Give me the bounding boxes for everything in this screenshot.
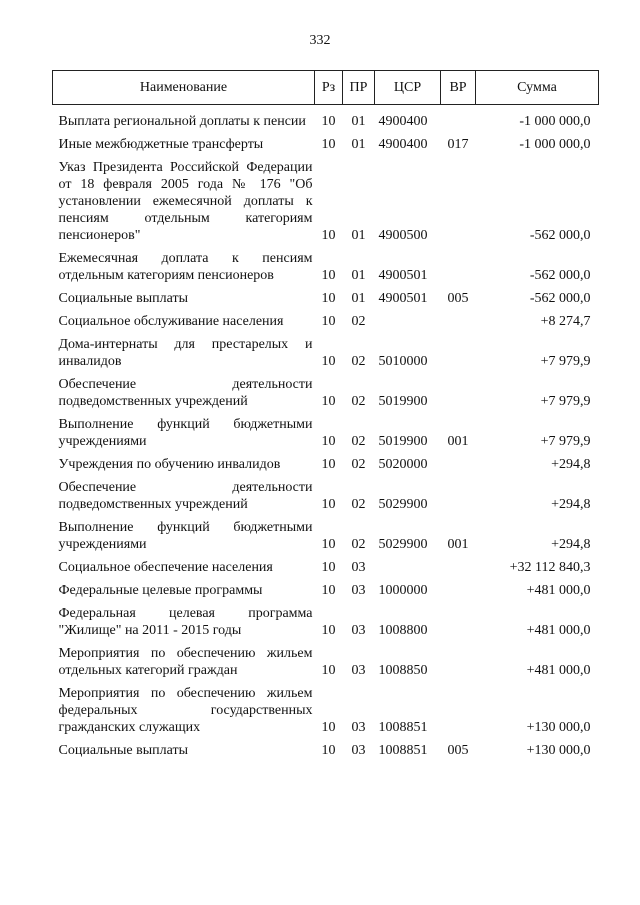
row-vr [441,105,476,131]
table-row [53,130,599,153]
row-csr [375,553,441,576]
row-sum: -562 000,0 [529,291,591,306]
row-csr: 5010000 [378,354,428,369]
row-pr: 02 [351,314,366,329]
row-csr [375,307,441,330]
row-name: Иные межбюджетные трансферты [58,137,264,152]
row-vr: 001 [447,434,469,449]
header-vr: ВР [441,71,476,105]
row-rz: 10 [321,137,336,152]
row-csr: 5019900 [378,434,428,449]
table-row [53,244,599,284]
row-name: Выплата региональной доплаты к пенсии [58,114,306,129]
row-vr [441,473,476,513]
row-rz: 10 [321,268,336,283]
row-name: Учреждения по обучению инвалидов [58,457,281,472]
table-row [53,105,599,131]
row-csr: 5029900 [378,497,428,512]
row-sum: +7 979,9 [540,394,591,409]
table-header-row [53,71,599,105]
row-rz: 10 [321,434,336,449]
row-sum: +7 979,9 [540,354,591,369]
row-csr: 4900400 [378,137,428,152]
row-name: Социальное обслуживание населения [58,314,284,329]
row-pr: 01 [351,228,366,243]
row-vr [441,576,476,599]
table-row [53,513,599,553]
row-vr [441,153,476,244]
row-rz: 10 [321,743,336,758]
row-sum: +32 112 840,3 [509,560,591,575]
row-vr: 017 [447,137,469,152]
row-pr: 03 [351,560,366,575]
row-csr: 1008851 [378,743,428,758]
table-row [53,736,599,759]
row-sum: -1 000 000,0 [519,114,591,129]
row-rz: 10 [321,314,336,329]
row-sum: +130 000,0 [526,720,591,735]
row-csr: 4900400 [378,114,428,129]
table-row [53,330,599,370]
row-sum: -562 000,0 [529,228,591,243]
row-rz: 10 [321,354,336,369]
row-csr: 5029900 [378,537,428,552]
row-name: Мероприятия по обеспечению жильем федеральных государственных гражданских служащих [58,686,313,735]
row-sum: +481 000,0 [526,663,591,678]
row-vr [441,553,476,576]
row-rz: 10 [321,537,336,552]
row-sum: +130 000,0 [526,743,591,758]
row-csr: 4900501 [378,291,428,306]
row-vr [441,244,476,284]
row-pr: 03 [351,743,366,758]
row-name: Мероприятия по обеспечению жильем отдельных категорий граждан [58,646,313,678]
row-vr [441,307,476,330]
row-pr: 01 [351,291,366,306]
row-name: Социальные выплаты [58,291,189,306]
row-pr: 03 [351,663,366,678]
header-csr: ЦСР [375,71,441,105]
table-row [53,639,599,679]
row-pr: 03 [351,583,366,598]
row-rz: 10 [321,114,336,129]
row-pr: 01 [351,137,366,152]
row-pr: 02 [351,434,366,449]
table-row [53,679,599,736]
row-sum: +294,8 [551,537,591,552]
row-rz: 10 [321,720,336,735]
row-name: Ежемесячная доплата к пенсиям отдельным категориям пенсионеров [58,251,313,283]
row-vr: 001 [447,537,469,552]
row-pr: 02 [351,497,366,512]
row-name: Социальные выплаты [58,743,189,758]
table-row [53,599,599,639]
row-csr: 1008850 [378,663,428,678]
table-row [53,410,599,450]
header-rz: Рз [315,71,343,105]
row-vr [441,599,476,639]
table-row [53,370,599,410]
row-pr: 03 [351,720,366,735]
table-row [53,473,599,513]
header-pr: ПР [343,71,375,105]
row-sum: -562 000,0 [529,268,591,283]
row-csr: 5020000 [378,457,428,472]
row-sum: +8 274,7 [540,314,591,329]
row-vr [441,639,476,679]
row-pr: 01 [351,268,366,283]
row-csr: 1008800 [378,623,428,638]
row-name: Выполнение функций бюджетными учреждениями [58,520,313,552]
header-sum: Сумма [476,71,599,105]
row-vr [441,450,476,473]
row-sum: -1 000 000,0 [519,137,591,152]
row-csr: 4900500 [378,228,428,243]
row-name: Дома-интернаты для престарелых и инвалидов [58,337,313,369]
table-row [53,307,599,330]
table-row [53,576,599,599]
table-row [53,284,599,307]
row-csr: 5019900 [378,394,428,409]
row-vr [441,330,476,370]
row-sum: +481 000,0 [526,623,591,638]
row-rz: 10 [321,228,336,243]
row-rz: 10 [321,394,336,409]
row-vr [441,679,476,736]
table-row [53,153,599,244]
header-name: Наименование [53,71,315,105]
row-vr: 005 [447,291,469,306]
row-csr: 1000000 [378,583,428,598]
row-rz: 10 [321,560,336,575]
row-vr: 005 [447,743,469,758]
row-name: Федеральная целевая программа "Жилище" на 2011 - 2015 годы [58,606,313,638]
row-rz: 10 [321,663,336,678]
row-csr: 1008851 [378,720,428,735]
row-pr: 02 [351,394,366,409]
row-sum: +7 979,9 [540,434,591,449]
row-name: Указ Президента Российской Федерации от 18 февраля 2005 года № 176 "Об установлении ежемесячной доплаты к пенсиям отдельным категориям пенсионеров" [58,160,313,243]
row-name: Обеспечение деятельности подведомственных учреждений [58,480,313,512]
row-pr: 03 [351,623,366,638]
row-rz: 10 [321,497,336,512]
row-name: Социальное обеспечение населения [58,560,273,575]
row-vr [441,370,476,410]
row-rz: 10 [321,583,336,598]
table-row [53,553,599,576]
row-name: Обеспечение деятельности подведомственных учреждений [58,377,313,409]
row-sum: +294,8 [551,457,591,472]
row-pr: 02 [351,354,366,369]
row-pr: 02 [351,457,366,472]
row-name: Федеральные целевые программы [58,583,263,598]
row-name: Выполнение функций бюджетными учреждениями [58,417,313,449]
page-number: 332 [309,33,331,48]
row-csr: 4900501 [378,268,428,283]
row-pr: 01 [351,114,366,129]
table-row [53,450,599,473]
row-sum: +294,8 [551,497,591,512]
row-rz: 10 [321,457,336,472]
row-sum: +481 000,0 [526,583,591,598]
row-rz: 10 [321,623,336,638]
budget-table [52,70,599,759]
row-pr: 02 [351,537,366,552]
row-rz: 10 [321,291,336,306]
